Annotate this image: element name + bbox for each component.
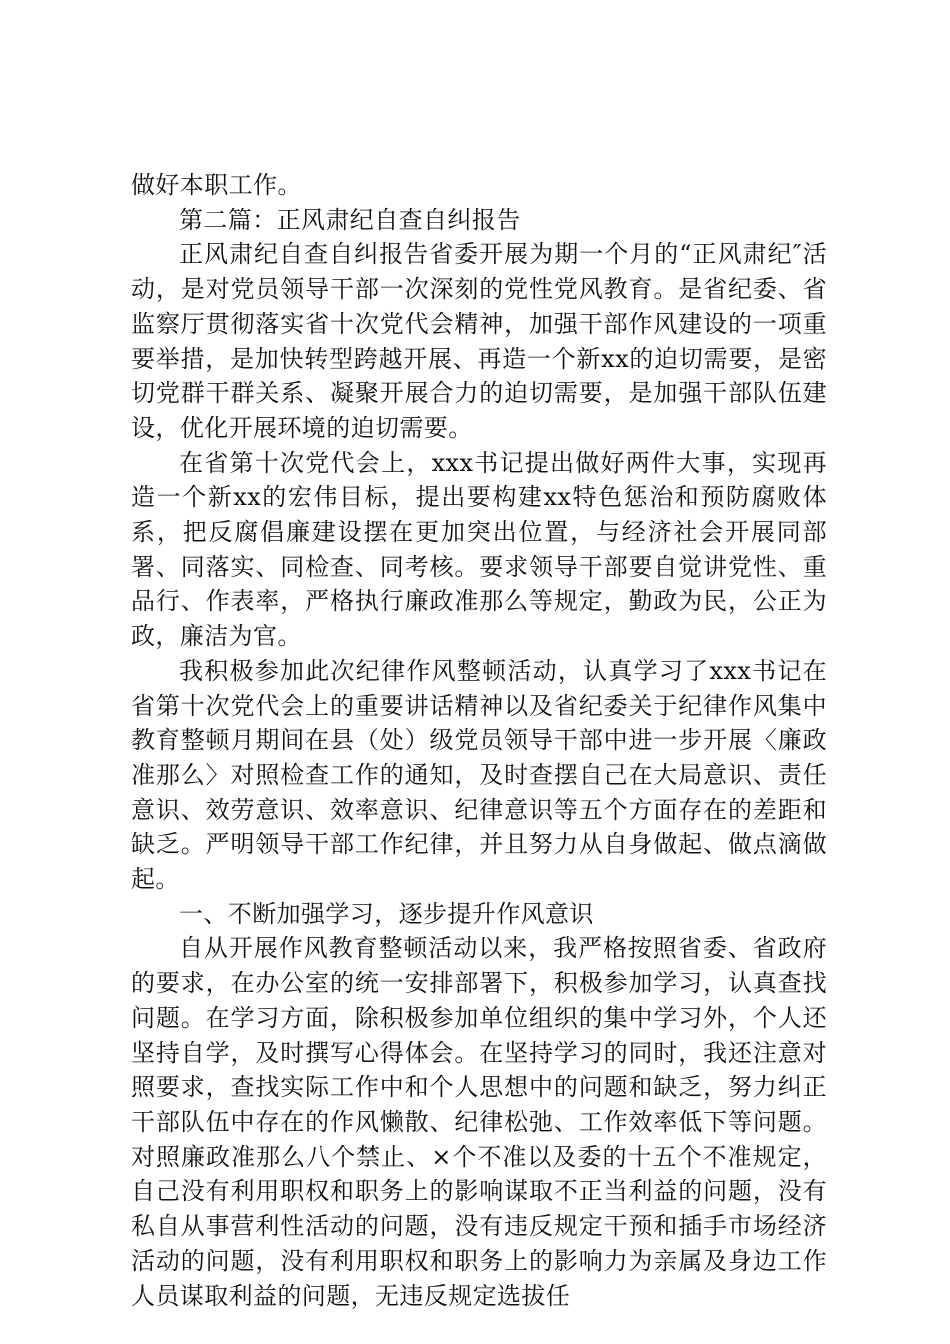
paragraph: 正风肃纪自查自纠报告省委开展为期一个月的“正风肃纪″活动，是对党员领导干部一次深刻的党性党风教育。是省纪委、省监察厅贯彻落实省十次党代会精神，加强干部作风建设的一项重要举措，是加快转型跨越开展、再造一个新xx的迫切需要，是密切党群干群关系、凝聚开展合力的迫切需要，是加强干部队伍建设，优化开展环境的迫切需要。 xyxy=(131,240,827,442)
subsection-heading: 一、不断加强学习，逐步提升作风意识 xyxy=(179,899,594,928)
paragraph: 我积极参加此次纪律作风整顿活动，认真学习了xxx书记在省第十次党代会上的重要讲话精神以及省纪委关于纪律作风集中教育整顿月期间在县（处）级党员领导干部中进一步开展〈廉政准那么〉对照检查工作的通知，及时查摆自己在大局意识、责任意识、效劳意识、效率意识、纪律意识等五个方面存在的差距和缺乏。严明领导干部工作纪律，并且努力从自身做起、做点滴做起。 xyxy=(131,656,827,894)
section-heading: 第二篇：正风肃纪自查自纠报告 xyxy=(179,205,521,234)
paragraph-continuation: 做好本职工作。 xyxy=(131,171,302,199)
paragraph: 在省第十次党代会上，xxx书记提出做好两件大事，实现再造一个新xx的宏伟目标，提出要构建xx特色惩治和预防腐败体系，把反腐倡廉建设摆在更加突出位置，与经济社会开展同部署、同落实、同检查、同考核。要求领导干部要自觉讲党性、重品行、作表率，严格执行廉政准那么等规定，勤政为民，公正为政，廉洁为官。 xyxy=(131,448,827,651)
paragraph: 自从开展作风教育整顿活动以来，我严格按照省委、省政府的要求，在办公室的统一安排部署下，积极参加学习，认真查找问题。在学习方面，除积极参加单位组织的集中学习外，个人还坚持自学，及时撰写心得体会。在坚持学习的同时，我还注意对照要求，查找实际工作中和个人思想中的问题和缺乏，努力纠正干部队伍中存在的作风懒散、纪律松弛、工作效率低下等问题。对照廉政准那么八个禁止、×个不准以及委的十五个不准规定，自己没有利用职权和职务上的影响谋取不正当利益的问题，没有私自从事营利性活动的问题，没有违反规定干预和插手市场经济活动的问题，没有利用职权和职务上的影响力为亲属及身边工作人员谋取利益的问题，无违反规定选拔任 xyxy=(131,934,827,1310)
document-body xyxy=(131,168,827,1313)
